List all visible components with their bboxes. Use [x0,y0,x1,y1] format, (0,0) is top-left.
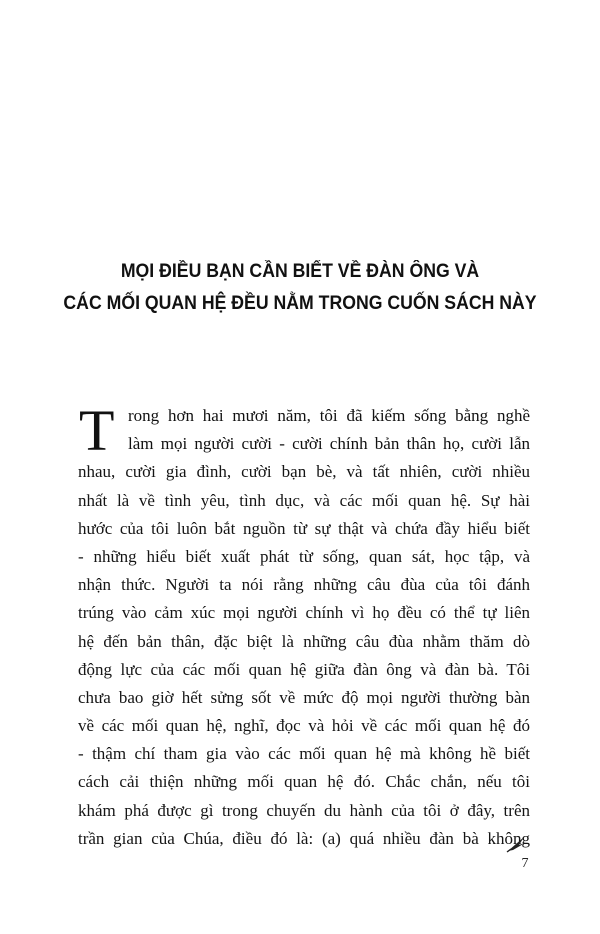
body-line-1: rong hơn hai mươi năm, tôi đã kiếm sống bằng nghề [128,406,530,425]
body-line-6: - những hiểu biết xuất phát từ sống, quan sát, học tập, và [78,546,530,566]
body-line-15: khám phá được gì trong chuyến du hành của tôi ở đây, trên [78,800,530,820]
body-line-7: nhận thức. Người ta nói rằng những câu đùa của tôi đánh [78,575,530,595]
body-line-13: - thậm chí tham gia vào các mối quan hệ mà không hề biết [78,744,530,764]
body-line-16: trần gian của Chúa, điều đó là: (a) quá nhiều đàn bà không [78,828,530,848]
body-paragraph-indented [128,402,530,458]
body-line-12: về các mối quan hệ, nghĩ, đọc và hỏi về các mối quan hệ đó [78,716,530,736]
page-number: 7 [521,856,529,871]
body-line-9: hệ đến bản thân, đặc biệt là những câu đùa nhằm thăm dò [78,631,530,651]
drop-cap: T [79,398,115,463]
chapter-heading-line-2: CÁC MỐI QUAN HỆ ĐỀU NẰM TRONG CUỐN SÁCH NÀY [63,293,537,314]
body-paragraph [78,458,530,853]
body-line-4: nhất là về tình yêu, tình dục, và các mối quan hệ. Sự hài [78,490,530,510]
body-line-11: chưa bao giờ hết sửng sốt về mức độ mọi người thường bàn [78,687,530,707]
body-line-14: cách cải thiện những mối quan hệ đó. Chắc chắn, nếu tôi [78,772,530,792]
body-line-5: hước của tôi luôn bắt nguồn từ sự thật và chứa đầy hiểu biết [78,518,530,538]
body-line-10: động lực của các mối quan hệ giữa đàn ông và đàn bà. Tôi [78,659,530,679]
body-line-3: nhau, cười gia đình, cười bạn bè, và tất nhiên, cười nhiều [78,462,530,482]
chapter-heading [21,256,579,320]
chapter-heading-line-1: MỌI ĐIỀU BẠN CẦN BIẾT VỀ ĐÀN ÔNG VÀ [120,261,480,282]
body-line-2: làm mọi người cười - cười chính bản thân họ, cười lẫn [128,434,530,454]
quill-ornament-icon [505,833,527,855]
body-line-8: trúng vào cảm xúc mọi người chính vì họ đều có thể tự liên [78,603,530,623]
